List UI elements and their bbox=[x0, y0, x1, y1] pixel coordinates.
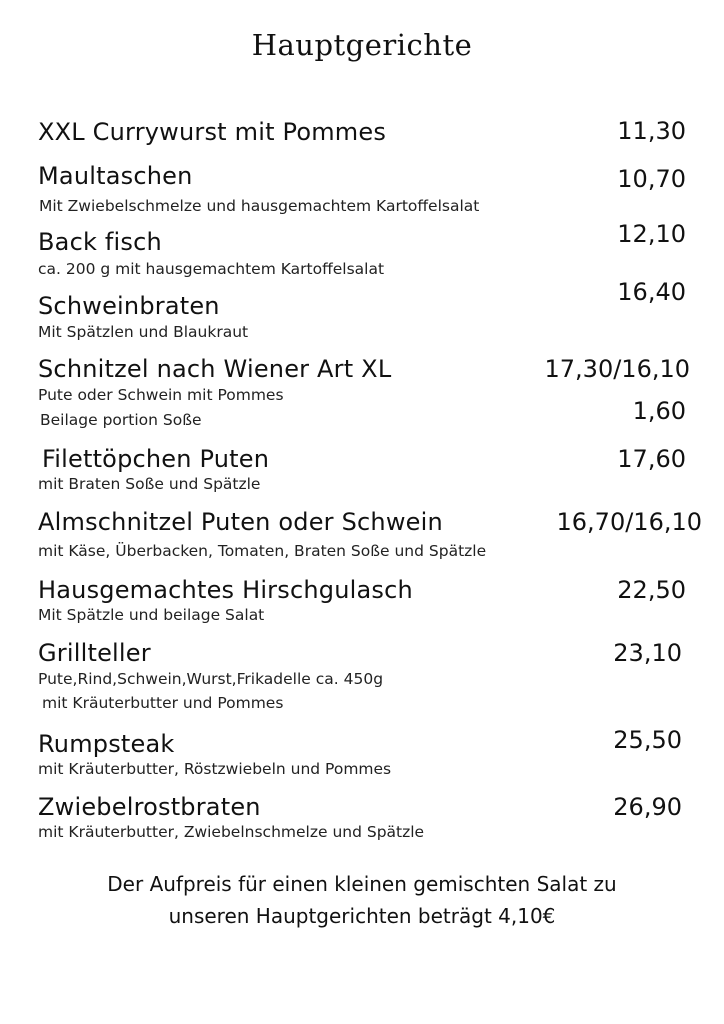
dish-desc2-grillteller: mit Kräuterbutter und Pommes bbox=[42, 694, 284, 712]
dish-price-almschnitzel: 16,70/16,10 bbox=[556, 508, 702, 536]
dish-price-rumpsteak: 25,50 bbox=[613, 726, 682, 754]
dish-name-almschnitzel: Almschnitzel Puten oder Schwein bbox=[38, 508, 443, 536]
dish-price-hirschgulasch: 22,50 bbox=[617, 576, 686, 604]
salad-surcharge-note-line1: Der Aufpreis für einen kleinen gemischten Salat zu bbox=[107, 872, 617, 896]
dish-name-currywurst: XXL Currywurst mit Pommes bbox=[38, 118, 387, 146]
dish-extra-price-schnitzel: 1,60 bbox=[632, 397, 686, 425]
dish-desc-filettoepchen: mit Braten Soße und Spätzle bbox=[38, 475, 261, 493]
dish-name-zwiebelrostbraten: Zwiebelrostbraten bbox=[38, 793, 261, 821]
dish-price-backfisch: 12,10 bbox=[617, 220, 686, 248]
dish-desc-grillteller: Pute,Rind,Schwein,Wurst,Frikadelle ca. 450g bbox=[38, 670, 384, 688]
dish-desc-maultaschen: Mit Zwiebelschmelze und hausgemachtem Kartoffelsalat bbox=[39, 197, 480, 215]
dish-desc-schnitzel: Pute oder Schwein mit Pommes bbox=[38, 386, 284, 404]
dish-desc-backfisch: ca. 200 g mit hausgemachtem Kartoffelsalat bbox=[38, 260, 385, 278]
dish-desc-zwiebelrostbraten: mit Kräuterbutter, Zwiebelnschmelze und Spätzle bbox=[38, 823, 425, 841]
dish-price-maultaschen: 10,70 bbox=[617, 165, 686, 193]
dish-price-zwiebelrostbraten: 26,90 bbox=[613, 793, 682, 821]
dish-name-schnitzel: Schnitzel nach Wiener Art XL bbox=[38, 355, 392, 383]
dish-name-rumpsteak: Rumpsteak bbox=[38, 730, 175, 758]
dish-extra-desc-schnitzel: Beilage portion Soße bbox=[40, 411, 202, 429]
dish-name-hirschgulasch: Hausgemachtes Hirschgulasch bbox=[38, 576, 413, 604]
dish-price-schweinbraten: 16,40 bbox=[617, 278, 686, 306]
dish-name-grillteller: Grillteller bbox=[38, 639, 151, 667]
dish-desc-hirschgulasch: Mit Spätzle und beilage Salat bbox=[38, 606, 265, 624]
salad-surcharge-note-line2: unseren Hauptgerichten beträgt 4,10€ bbox=[168, 904, 556, 928]
dish-price-filettoepchen: 17,60 bbox=[617, 445, 686, 473]
dish-name-maultaschen: Maultaschen bbox=[38, 162, 193, 190]
dish-price-schnitzel: 17,30/16,10 bbox=[544, 355, 690, 383]
dish-name-filettoepchen: Filettöpchen Puten bbox=[42, 445, 270, 473]
dish-price-currywurst: 11,30 bbox=[617, 117, 686, 145]
dish-desc-rumpsteak: mit Kräuterbutter, Röstzwiebeln und Pommes bbox=[38, 760, 392, 778]
dish-name-schweinbraten: Schweinbraten bbox=[38, 292, 220, 320]
dish-desc-schweinbraten: Mit Spätzlen und Blaukraut bbox=[38, 323, 249, 341]
dish-name-backfisch: Back fisch bbox=[38, 228, 162, 256]
dish-price-grillteller: 23,10 bbox=[613, 639, 682, 667]
dish-desc-almschnitzel: mit Käse, Überbacken, Tomaten, Braten Soße und Spätzle bbox=[38, 542, 487, 560]
page-title: Hauptgerichte bbox=[251, 28, 473, 62]
